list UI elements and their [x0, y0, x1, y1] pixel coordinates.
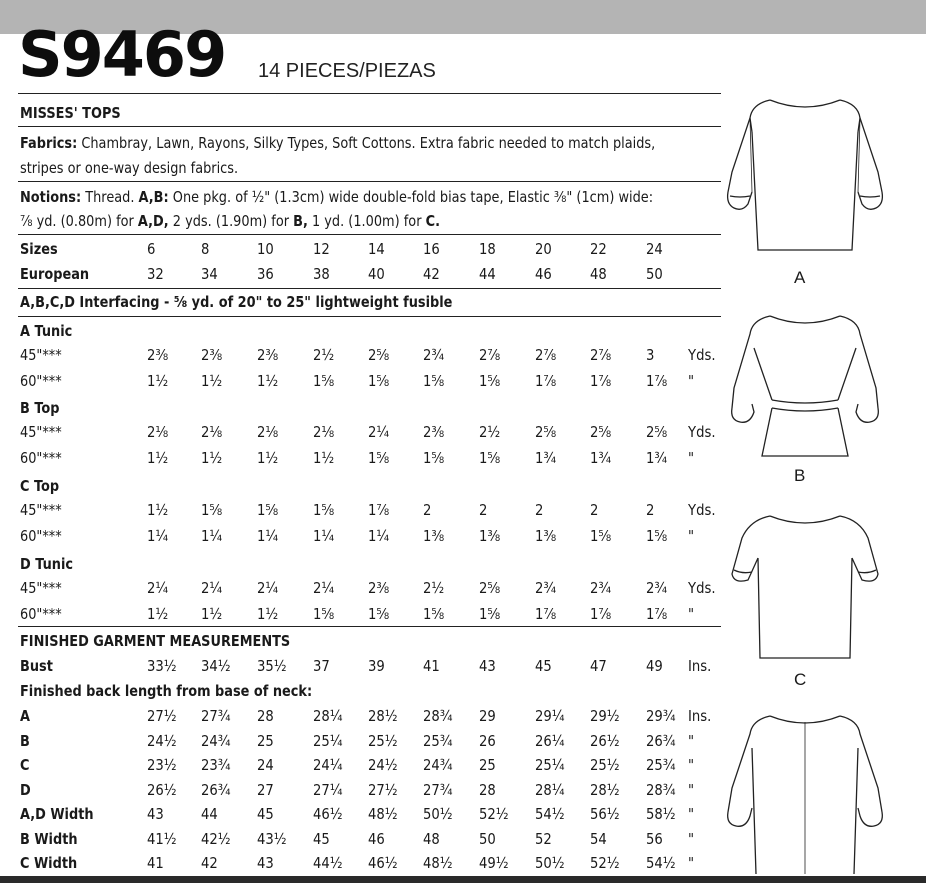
fabrics-line-2: stripes or one-way design fabrics.	[20, 159, 239, 177]
yardage-row-value: 1⅜	[423, 527, 445, 545]
notions-line-2: ⅞ yd. (0.80m) for A,D, 2 yds. (1.90m) for B, 1 yd. (1.00m) for C.	[20, 212, 440, 230]
yardage-row-value: 1⅞	[646, 605, 668, 623]
measurement-row-value: 29¼	[535, 707, 565, 725]
yardage-row-value: 1½	[147, 449, 169, 467]
measurement-row-value: 26	[479, 731, 496, 750]
sizes-row-label: Sizes	[20, 240, 58, 258]
yardage-row-value: 1⅝	[423, 449, 445, 467]
pieces-count: 14 PIECES/PIEZAS	[258, 60, 436, 82]
yardage-row-value: 2	[535, 501, 544, 519]
sizes-row-value: 20	[535, 240, 552, 258]
measurement-row-value: 56½	[590, 805, 620, 823]
yardage-row-value: 2	[479, 501, 488, 519]
yardage-row-value: 1½	[201, 449, 223, 467]
measurement-row-unit: "	[688, 805, 695, 823]
view-title: A Tunic	[20, 322, 73, 340]
yardage-row-value: 2⅛	[313, 423, 335, 441]
sizes-row-value: 14	[368, 240, 385, 258]
yardage-row-value: 1½	[201, 605, 223, 623]
divider	[18, 288, 721, 289]
measurement-row-value: 43	[257, 854, 274, 872]
yardage-row-value: 2¼	[257, 579, 279, 597]
notions-line-1: Notions: Thread. A,B: One pkg. of ½" (1.3cm) wide double-fold bias tape, Elastic ⅜" (1cm) wide:	[20, 188, 654, 206]
european-row-value: 44	[479, 265, 496, 283]
measurement-row-value: 27¾	[201, 707, 231, 725]
measurement-row-value: 43½	[257, 829, 287, 848]
yardage-row-value: 1⅝	[368, 372, 390, 390]
measurement-row-value: 50	[479, 829, 496, 848]
bust-row-value: 34½	[201, 657, 231, 675]
yardage-row-value: 1⅞	[590, 605, 612, 623]
yardage-row-value: 1¼	[313, 527, 335, 545]
yardage-row-value: 2⅛	[201, 423, 223, 441]
yardage-row-value: 1⅞	[646, 372, 668, 390]
measurement-row-value: 46½	[313, 805, 343, 823]
european-row-value: 48	[590, 265, 607, 283]
view-a-sketch	[722, 92, 888, 262]
yardage-row-value: 2⅜	[423, 423, 445, 441]
measurement-row-unit: Ins.	[688, 707, 712, 725]
measurement-row-value: 52½	[479, 805, 509, 823]
yardage-row-label: 60"***	[20, 449, 62, 467]
yardage-row-value: 1½	[257, 449, 279, 467]
measurement-row-value: 41½	[147, 829, 177, 848]
yardage-row-label: 60"***	[20, 527, 62, 545]
yardage-row-value: 1¾	[535, 449, 557, 467]
yardage-row-value: 1¼	[147, 527, 169, 545]
yardage-row-value: 1⅝	[368, 605, 390, 623]
measurement-row-unit: "	[688, 731, 695, 750]
sizes-row-value: 8	[201, 240, 210, 258]
measurement-row-value: 23¾	[201, 756, 231, 774]
yardage-row-value: 1⅝	[590, 527, 612, 545]
yardage-row-value: 2	[423, 501, 432, 519]
view-c-sketch	[722, 508, 888, 668]
measurement-row-value: 27½	[368, 780, 398, 799]
view-label-b: B	[794, 466, 806, 485]
measurement-row-label: B Width	[20, 829, 78, 848]
yardage-row-value: 1¾	[590, 449, 612, 467]
yardage-row-value: 1⅝	[257, 501, 279, 519]
sizes-row-value: 22	[590, 240, 607, 258]
yardage-row-value: 2¾	[646, 579, 668, 597]
measurement-row-value: 26½	[590, 731, 620, 750]
measurement-row-value: 25¼	[535, 756, 565, 774]
yardage-row-value: 2¼	[201, 579, 223, 597]
measurement-row-value: 25¼	[313, 731, 343, 750]
yardage-row-value: 2¾	[590, 579, 612, 597]
measurement-row-value: 28¼	[313, 707, 343, 725]
european-row-value: 38	[313, 265, 330, 283]
bust-row-value: 49	[646, 657, 663, 675]
yardage-row-value: 1⅝	[646, 527, 668, 545]
yardage-row-unit: "	[688, 449, 695, 467]
yardage-row-value: 1⅜	[535, 527, 557, 545]
yardage-row-value: 1⅝	[423, 372, 445, 390]
measurement-row-value: 27½	[147, 707, 177, 725]
measurement-row-unit: "	[688, 854, 695, 872]
yardage-row-value: 1⅝	[479, 449, 501, 467]
yardage-row-value: 1¾	[646, 449, 668, 467]
measurement-row-value: 42	[201, 854, 218, 872]
interfacing-note: A,B,C,D Interfacing - ⅝ yd. of 20" to 25" lightweight fusible	[20, 293, 453, 311]
yardage-row-value: 2¾	[423, 346, 445, 364]
yardage-row-value: 2⅞	[590, 346, 612, 364]
measurement-row-label: D	[20, 780, 31, 799]
view-label-c: C	[794, 670, 807, 689]
yardage-row-unit: Yds.	[688, 579, 716, 597]
bust-row-value: 43	[479, 657, 496, 675]
yardage-row-value: 2¼	[147, 579, 169, 597]
yardage-row-value: 1⅝	[313, 372, 335, 390]
yardage-row-value: 2⅛	[257, 423, 279, 441]
yardage-row-unit: "	[688, 527, 695, 545]
measurement-row-value: 28¾	[423, 707, 453, 725]
measurement-row-value: 26¾	[201, 780, 231, 799]
sizes-row-value: 6	[147, 240, 156, 258]
measurement-row-value: 52	[535, 829, 552, 848]
measurement-row-value: 24	[257, 756, 274, 774]
yardage-row-value: 2⅝	[479, 579, 501, 597]
yardage-row-unit: Yds.	[688, 501, 716, 519]
measurement-row-value: 28½	[590, 780, 620, 799]
measurement-row-value: 54	[590, 829, 607, 848]
yardage-row-value: 1⅞	[535, 605, 557, 623]
yardage-row-value: 1⅜	[479, 527, 501, 545]
sizes-row-value: 18	[479, 240, 496, 258]
divider	[18, 234, 721, 235]
measurement-row-value: 27¾	[423, 780, 453, 799]
yardage-row-value: 2⅜	[368, 579, 390, 597]
yardage-row-label: 60"***	[20, 372, 62, 390]
yardage-row-value: 2¾	[535, 579, 557, 597]
measurement-row-value: 54½	[535, 805, 565, 823]
european-row-value: 32	[147, 265, 164, 283]
yardage-row-value: 1½	[147, 605, 169, 623]
divider	[18, 626, 721, 627]
yardage-row-value: 2	[646, 501, 655, 519]
yardage-row-value: 2½	[479, 423, 501, 441]
yardage-row-label: 45"***	[20, 579, 62, 597]
european-row-value: 36	[257, 265, 274, 283]
yardage-row-value: 1½	[147, 501, 169, 519]
yardage-row-value: 1½	[257, 372, 279, 390]
bust-row-value: 37	[313, 657, 330, 675]
sizes-row-value: 24	[646, 240, 663, 258]
yardage-row-value: 3	[646, 346, 655, 364]
sizes-row-value: 10	[257, 240, 274, 258]
measurement-row-value: 25¾	[423, 731, 453, 750]
measurement-row-value: 45	[313, 829, 330, 848]
measurement-row-value: 26¾	[646, 731, 676, 750]
divider	[18, 93, 721, 94]
measurement-row-value: 29	[479, 707, 496, 725]
measurement-row-value: 44½	[313, 854, 343, 872]
yardage-row-value: 2⅝	[646, 423, 668, 441]
measurement-row-value: 58½	[646, 805, 676, 823]
yardage-row-label: 45"***	[20, 423, 62, 441]
yardage-row-value: 1⅝	[201, 501, 223, 519]
yardage-row-value: 2	[590, 501, 599, 519]
measurement-row-value: 50½	[423, 805, 453, 823]
measurement-row-label: B	[20, 731, 30, 750]
measurement-row-value: 24½	[368, 756, 398, 774]
measurement-row-value: 42½	[201, 829, 231, 848]
yardage-row-value: 1½	[257, 605, 279, 623]
yardage-row-value: 2½	[313, 346, 335, 364]
bottom-border	[0, 876, 926, 883]
measurement-row-value: 48	[423, 829, 440, 848]
section-title: MISSES' TOPS	[20, 104, 121, 122]
measurement-row-label: A	[20, 707, 30, 725]
measurement-row-label: C Width	[20, 854, 78, 872]
yardage-row-value: 1⅞	[590, 372, 612, 390]
bust-row-value: 39	[368, 657, 385, 675]
yardage-row-value: 1¼	[257, 527, 279, 545]
yardage-row-value: 2⅜	[147, 346, 169, 364]
yardage-row-value: 1½	[147, 372, 169, 390]
bust-row-value: 33½	[147, 657, 177, 675]
measurement-row-value: 28¼	[535, 780, 565, 799]
european-row-label: European	[20, 265, 90, 283]
measurement-row-value: 50½	[535, 854, 565, 872]
measurement-row-value: 27	[257, 780, 274, 799]
view-title: D Tunic	[20, 555, 74, 573]
view-b-sketch	[722, 308, 888, 468]
divider	[18, 316, 721, 317]
yardage-row-value: 1⅝	[368, 449, 390, 467]
yardage-row-value: 2⅝	[368, 346, 390, 364]
measurement-row-value: 52½	[590, 854, 620, 872]
yardage-row-value: 2⅞	[535, 346, 557, 364]
measurement-row-value: 24½	[147, 731, 177, 750]
measurement-row-value: 28½	[368, 707, 398, 725]
yardage-row-unit: Yds.	[688, 346, 716, 364]
measurement-row-value: 49½	[479, 854, 509, 872]
measurement-row-label: A,D Width	[20, 805, 94, 823]
bust-row-value: 45	[535, 657, 552, 675]
measurement-row-value: 25¾	[646, 756, 676, 774]
back-length-title: Finished back length from base of neck:	[20, 682, 313, 700]
yardage-row-value: 1⅝	[423, 605, 445, 623]
yardage-row-value: 1⅝	[313, 605, 335, 623]
yardage-row-value: 2⅛	[147, 423, 169, 441]
european-row-value: 40	[368, 265, 385, 283]
yardage-row-value: 2¼	[313, 579, 335, 597]
measurement-row-value: 48½	[368, 805, 398, 823]
yardage-row-value: 2⅜	[201, 346, 223, 364]
bust-row-unit: Ins.	[688, 657, 712, 675]
measurement-row-value: 24¾	[201, 731, 231, 750]
measurement-row-value: 28	[479, 780, 496, 799]
yardage-row-label: 45"***	[20, 346, 62, 364]
yardage-row-value: 1½	[201, 372, 223, 390]
bust-row-value: 41	[423, 657, 440, 675]
pattern-number: S9469	[18, 18, 226, 91]
fabrics-line-1: Fabrics: Chambray, Lawn, Rayons, Silky Types, Soft Cottons. Extra fabric needed to match plaids,	[20, 134, 656, 152]
measurement-row-unit: "	[688, 756, 695, 774]
yardage-row-unit: "	[688, 605, 695, 623]
measurement-row-unit: "	[688, 829, 695, 848]
yardage-row-unit: Yds.	[688, 423, 716, 441]
sizes-row-value: 12	[313, 240, 330, 258]
yardage-row-value: 1⅝	[479, 372, 501, 390]
measurement-row-value: 44	[201, 805, 218, 823]
yardage-row-value: 2⅝	[535, 423, 557, 441]
measurement-row-value: 29¾	[646, 707, 676, 725]
yardage-row-value: 1⅝	[479, 605, 501, 623]
european-row-value: 34	[201, 265, 218, 283]
yardage-row-value: 1⅞	[535, 372, 557, 390]
european-row-value: 50	[646, 265, 663, 283]
divider	[18, 126, 721, 127]
view-label-a: A	[794, 268, 806, 287]
yardage-row-value: 1⅞	[368, 501, 390, 519]
measurement-row-value: 26¼	[535, 731, 565, 750]
bust-row-label: Bust	[20, 657, 53, 675]
measurement-row-unit: "	[688, 780, 695, 799]
measurement-row-label: C	[20, 756, 30, 774]
finished-title: FINISHED GARMENT MEASUREMENTS	[20, 632, 291, 650]
measurement-row-value: 26½	[147, 780, 177, 799]
measurement-row-value: 41	[147, 854, 164, 872]
yardage-row-unit: "	[688, 372, 695, 390]
measurement-row-value: 23½	[147, 756, 177, 774]
view-title: B Top	[20, 399, 60, 417]
measurement-row-value: 56	[646, 829, 663, 848]
measurement-row-value: 46½	[368, 854, 398, 872]
measurement-row-value: 45	[257, 805, 274, 823]
yardage-row-value: 1⅝	[313, 501, 335, 519]
european-row-value: 42	[423, 265, 440, 283]
measurement-row-value: 29½	[590, 707, 620, 725]
view-title: C Top	[20, 477, 60, 495]
measurement-row-value: 28¾	[646, 780, 676, 799]
yardage-row-value: 1¼	[368, 527, 390, 545]
yardage-row-value: 2¼	[368, 423, 390, 441]
yardage-row-value: 1¼	[201, 527, 223, 545]
view-d-sketch	[722, 708, 888, 876]
yardage-row-value: 2⅞	[479, 346, 501, 364]
measurement-row-value: 54½	[646, 854, 676, 872]
measurement-row-value: 25	[257, 731, 274, 750]
yardage-row-value: 2⅜	[257, 346, 279, 364]
yardage-row-value: 2½	[423, 579, 445, 597]
yardage-row-value: 2⅝	[590, 423, 612, 441]
measurement-row-value: 43	[147, 805, 164, 823]
yardage-row-label: 60"***	[20, 605, 62, 623]
european-row-value: 46	[535, 265, 552, 283]
measurement-row-value: 24¾	[423, 756, 453, 774]
measurement-row-value: 25½	[368, 731, 398, 750]
measurement-row-value: 48½	[423, 854, 453, 872]
measurement-row-value: 28	[257, 707, 274, 725]
sizes-row-value: 16	[423, 240, 440, 258]
bust-row-value: 47	[590, 657, 607, 675]
measurement-row-value: 25½	[590, 756, 620, 774]
measurement-row-value: 25	[479, 756, 496, 774]
yardage-row-value: 1½	[313, 449, 335, 467]
bust-row-value: 35½	[257, 657, 287, 675]
yardage-row-label: 45"***	[20, 501, 62, 519]
divider	[18, 181, 721, 182]
measurement-row-value: 46	[368, 829, 385, 848]
measurement-row-value: 24¼	[313, 756, 343, 774]
measurement-row-value: 27¼	[313, 780, 343, 799]
